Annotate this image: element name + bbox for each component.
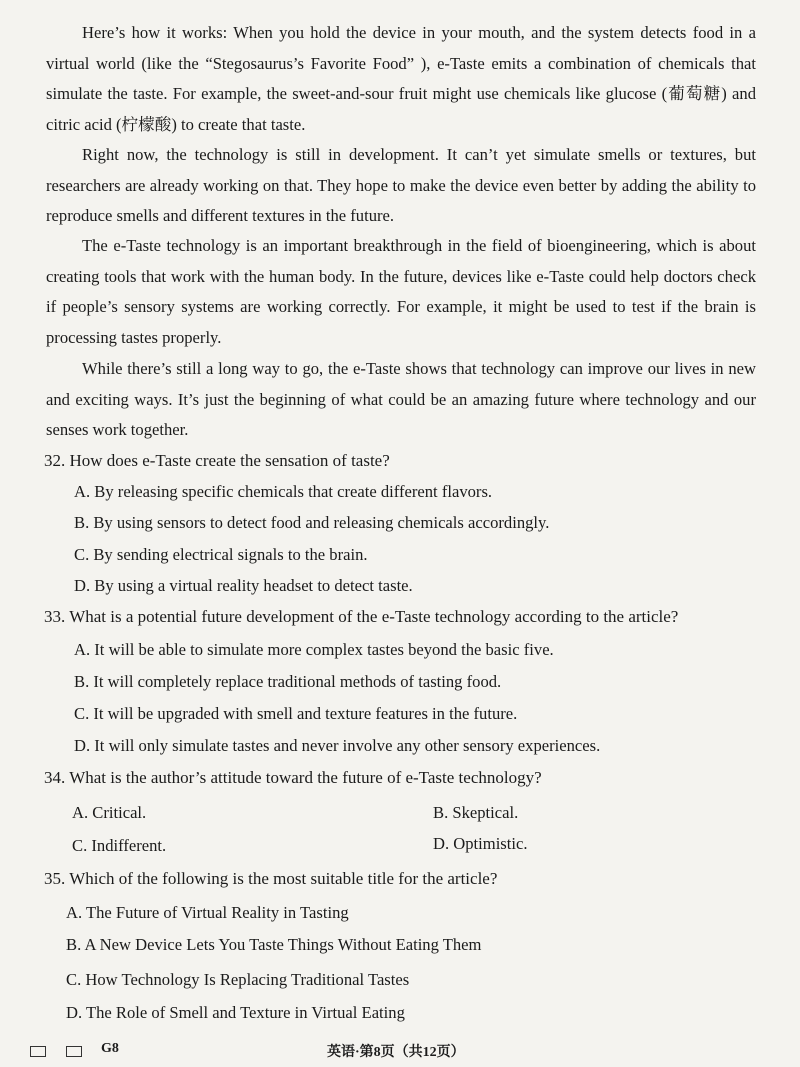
passage-paragraph: The e-Taste technology is an important breakthrough in the field of bioengineering, which is about creating tools that work with the human body. In the future, devices like e-Taste could help doctors check if people’s sensory systems are working correctly. For example, it might be used to test if the brain is processing tastes properly. [46,236,756,347]
page-footer [0,1040,800,1062]
answer-option: C. Indifferent. [72,836,167,855]
answer-option: B. It will completely replace traditional methods of tasting food. [74,672,502,691]
question-stem: 33. What is a potential future development of the e-Taste technology according to the article? [44,607,679,626]
answer-option: C. By sending electrical signals to the brain. [74,545,368,564]
question-stem: 34. What is the author’s attitude toward the future of e-Taste technology? [44,768,542,787]
answer-option: D. Optimistic. [433,834,528,853]
page-number: 英语·第8页（共12页） [327,1045,465,1060]
answer-option: D. The Role of Smell and Texture in Virtual Eating [66,1003,405,1022]
answer-option: A. The Future of Virtual Reality in Tasting [66,903,349,922]
answer-option: A. Critical. [72,803,147,822]
question-stem: 32. How does e-Taste create the sensation of taste? [44,451,390,470]
exam-code: G8 [101,1041,119,1056]
answer-option: B. A New Device Lets You Taste Things Without Eating Them [66,935,482,954]
answer-option: A. It will be able to simulate more complex tastes beyond the basic five. [74,640,554,659]
answer-option: C. It will be upgraded with smell and texture features in the future. [74,704,518,723]
answer-option: C. How Technology Is Replacing Traditional Tastes [66,970,410,989]
answer-option: D. It will only simulate tastes and never involve any other sensory experiences. [74,736,601,755]
passage-paragraph: Right now, the technology is still in development. It can’t yet simulate smells or textures, but researchers are already working on that. They hope to make the device even better by adding the ability to reproduce smells and different textures in the future. [46,145,756,226]
box-icon [30,1046,46,1057]
answer-option: B. By using sensors to detect food and releasing chemicals accordingly. [74,513,550,532]
answer-option: D. By using a virtual reality headset to detect taste. [74,576,413,595]
question-stem: 35. Which of the following is the most suitable title for the article? [44,869,498,888]
passage-paragraph: While there’s still a long way to go, the e-Taste shows that technology can improve our lives in new and exciting ways. It’s just the beginning of what could be an amazing future where technology and our senses work together. [46,359,756,440]
passage-paragraph: Here’s how it works: When you hold the device in your mouth, and the system detects food in a virtual world (like the “Stegosaurus’s Favorite Food” ), e-Taste emits a combination of chemicals that simulate the taste. For example, the sweet-and-sour fruit might use chemicals like glucose (葡萄糖) and citric acid (柠檬酸) to create that taste. [46,23,756,134]
answer-option: A. By releasing specific chemicals that create different flavors. [74,482,493,501]
answer-option: B. Skeptical. [433,803,519,822]
box-icon [66,1046,82,1057]
